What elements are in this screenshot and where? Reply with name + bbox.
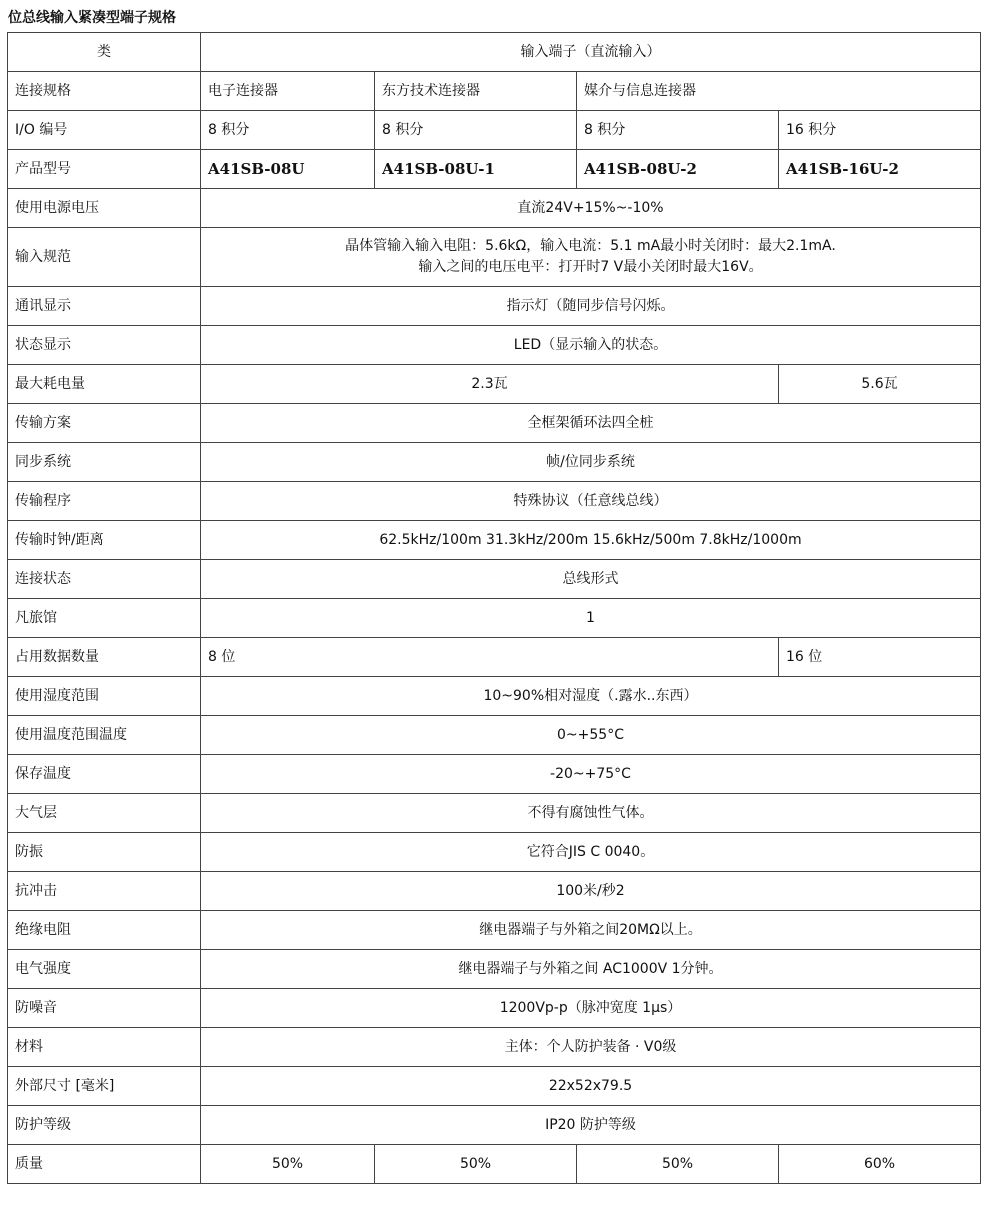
row-label: 连接规格: [8, 72, 201, 111]
table-row: [8, 833, 981, 872]
row-label: 质量: [8, 1145, 201, 1184]
table-row: [8, 33, 981, 72]
table-row: [8, 150, 981, 189]
row-label: 传输时钟/距离: [8, 521, 201, 560]
table-row: [8, 404, 981, 443]
model-number: A41SB-16U-2: [779, 150, 981, 189]
row-label: 最大耗电量: [8, 365, 201, 404]
table-row: [8, 521, 981, 560]
row-label: 防噪音: [8, 989, 201, 1028]
row-value: 全框架循环法四全桩: [201, 404, 981, 443]
row-label: 类: [8, 33, 201, 72]
row-value: 1: [201, 599, 981, 638]
table-row: [8, 677, 981, 716]
row-value: LED（显示输入的状态。: [201, 326, 981, 365]
row-value: 指示灯（随同步信号闪烁。: [201, 287, 981, 326]
table-row: [8, 482, 981, 521]
row-value: 直流24V+15%~-10%: [201, 189, 981, 228]
row-label: 连接状态: [8, 560, 201, 599]
row-label: 绝缘电阻: [8, 911, 201, 950]
row-value: 总线形式: [201, 560, 981, 599]
row-value: 22x52x79.5: [201, 1067, 981, 1106]
table-row: [8, 1067, 981, 1106]
cell-value: 8 积分: [375, 111, 577, 150]
cell-value: 2.3瓦: [201, 365, 779, 404]
cell-value: 8 积分: [201, 111, 375, 150]
row-label: 防护等级: [8, 1106, 201, 1145]
row-label: 传输程序: [8, 482, 201, 521]
row-label: 使用电源电压: [8, 189, 201, 228]
row-value: IP20 防护等级: [201, 1106, 981, 1145]
row-value: 62.5kHz/100m 31.3kHz/200m 15.6kHz/500m 7.8kHz/1000m: [201, 521, 981, 560]
table-row: [8, 950, 981, 989]
row-value: 100米/秒2: [201, 872, 981, 911]
row-label: 保存温度: [8, 755, 201, 794]
table-row: [8, 599, 981, 638]
cell-value: 50%: [577, 1145, 779, 1184]
row-label: 抗冲击: [8, 872, 201, 911]
cell-value: 16 积分: [779, 111, 981, 150]
table-row: [8, 1106, 981, 1145]
table-row: [8, 794, 981, 833]
row-value: 帧/位同步系统: [201, 443, 981, 482]
row-value: [201, 228, 981, 287]
cell-value: 50%: [375, 1145, 577, 1184]
row-label: 产品型号: [8, 150, 201, 189]
table-row: [8, 365, 981, 404]
cell-value: 60%: [779, 1145, 981, 1184]
row-value: 特殊协议（任意线总线）: [201, 482, 981, 521]
row-value: 主体：个人防护装备 · V0级: [201, 1028, 981, 1067]
row-label: 传输方案: [8, 404, 201, 443]
table-row: [8, 72, 981, 111]
row-value: 0~+55°C: [201, 716, 981, 755]
model-number: A41SB-08U-1: [375, 150, 577, 189]
cell-value: 16 位: [779, 638, 981, 677]
row-value: 10~90%相对湿度（.露水..东西）: [201, 677, 981, 716]
row-label: 使用湿度范围: [8, 677, 201, 716]
table-row: [8, 443, 981, 482]
row-label: 大气层: [8, 794, 201, 833]
cell-value: 50%: [201, 1145, 375, 1184]
row-label: 输入规范: [8, 228, 201, 287]
row-label: 外部尺寸 [毫米]: [8, 1067, 201, 1106]
cell-value: 电子连接器: [201, 72, 375, 111]
table-row: [8, 872, 981, 911]
row-label: 通讯显示: [8, 287, 201, 326]
table-row: [8, 911, 981, 950]
row-label: I/O 编号: [8, 111, 201, 150]
table-row: [8, 1145, 981, 1184]
row-value: 它符合JIS C 0040。: [201, 833, 981, 872]
table-row: [8, 189, 981, 228]
row-label: 凡旅馆: [8, 599, 201, 638]
table-row: [8, 228, 981, 287]
row-value: 1200Vp-p（脉冲宽度 1μs）: [201, 989, 981, 1028]
table-row: [8, 1028, 981, 1067]
row-label: 占用数据数量: [8, 638, 201, 677]
table-row: [8, 111, 981, 150]
table-row: [8, 326, 981, 365]
row-value: 继电器端子与外箱之间20MΩ以上。: [201, 911, 981, 950]
cell-value: 8 位: [201, 638, 779, 677]
row-label: 状态显示: [8, 326, 201, 365]
table-row: [8, 716, 981, 755]
row-label: 材料: [8, 1028, 201, 1067]
table-row: [8, 989, 981, 1028]
page-title: 位总线输入紧凑型端子规格: [8, 10, 176, 26]
row-value: -20~+75°C: [201, 755, 981, 794]
input-spec-line: 输入之间的电压电平：打开时7 V最小关闭时最大16V。: [418, 259, 763, 275]
row-label: 防振: [8, 833, 201, 872]
cell-value: 东方技术连接器: [375, 72, 577, 111]
input-spec-line: 晶体管输入输入电阻：5.6kΩ，输入电流：5.1 mA最小时关闭时：最大2.1mA.: [345, 238, 836, 254]
row-value: 不得有腐蚀性气体。: [201, 794, 981, 833]
cell-value: 5.6瓦: [779, 365, 981, 404]
table-row: [8, 560, 981, 599]
table-row: [8, 638, 981, 677]
row-label: 同步系统: [8, 443, 201, 482]
model-number: A41SB-08U-2: [577, 150, 779, 189]
cell-value: 8 积分: [577, 111, 779, 150]
spec-table: [7, 32, 981, 1184]
table-row: [8, 287, 981, 326]
cell-value: 媒介与信息连接器: [577, 72, 981, 111]
row-label: 电气强度: [8, 950, 201, 989]
table-row: [8, 755, 981, 794]
row-value: 输入端子（直流输入）: [201, 33, 981, 72]
row-label: 使用温度范围温度: [8, 716, 201, 755]
model-number: A41SB-08U: [201, 150, 375, 189]
row-value: 继电器端子与外箱之间 AC1000V 1分钟。: [201, 950, 981, 989]
